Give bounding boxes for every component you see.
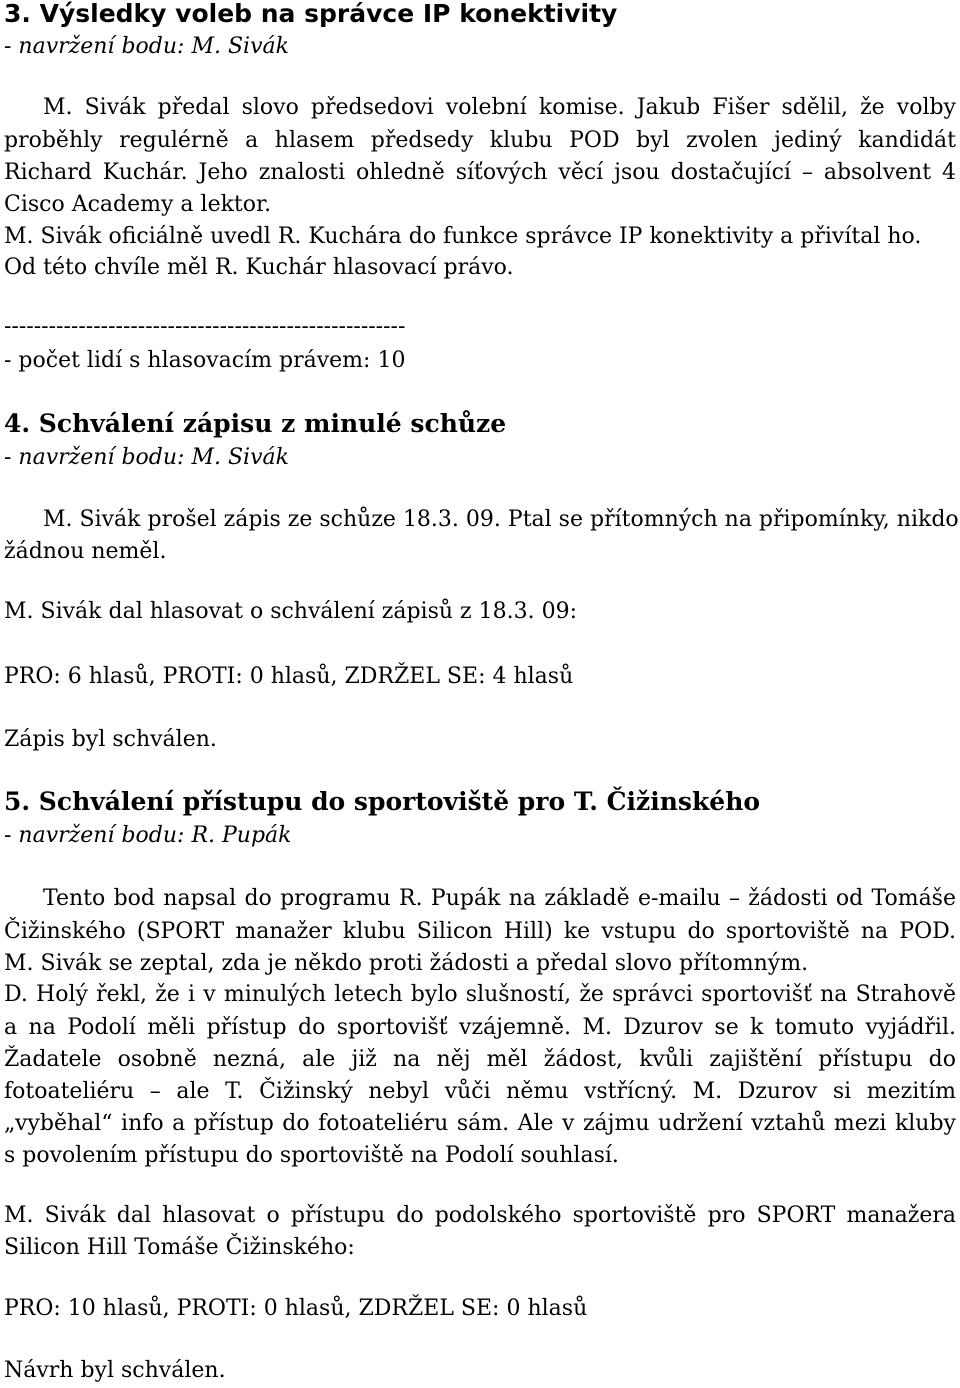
section-5-paragraph-line: Tento bod napsal do programu R. Pupák na základě e-mailu – žádosti od Tomáše (43, 886, 956, 911)
section-3-paragraph-line: Richard Kuchár. Jeho znalosti ohledně síťových věcí jsou dostačující – absolvent 4 (4, 160, 956, 185)
section-4-heading: 4. Schválení zápisu z minulé schůze (4, 409, 507, 438)
section-3-paragraph2-line: Od této chvíle měl R. Kuchár hlasovací právo. (4, 255, 514, 280)
section-5-paragraph-line: „vyběhal“ info a přístup do fotoateliéru sám. Ale v zájmu udržení vztahů mezi kluby (4, 1111, 956, 1136)
section-5-conclusion: Návrh byl schválen. (4, 1358, 226, 1383)
section-5-vote-request-line: M. Sivák dal hlasovat o přístupu do podolského sportoviště pro SPORT manažera (4, 1203, 956, 1228)
section-5-vote-result: PRO: 10 hlasů, PROTI: 0 hlasů, ZDRŽEL SE: 0 hlasů (4, 1296, 588, 1321)
section-4-paragraph-line: žádnou neměl. (4, 539, 167, 564)
voters-count: - počet lidí s hlasovacím právem: 10 (4, 348, 406, 373)
section-3-heading: 3. Výsledky voleb na správce IP konektivity (4, 0, 618, 28)
section-3-paragraph-line: Cisco Academy a lektor. (4, 192, 272, 217)
section-5-heading: 5. Schválení přístupu do sportoviště pro T. Čižinského (4, 787, 761, 816)
separator-line: ------------------------------------------------------ (4, 314, 406, 339)
section-5-paragraph-line: a na Podolí měli přístup do sportovišť vzájemně. M. Dzurov se k tomuto vyjádřil. (4, 1015, 956, 1040)
section-3-proposal: - navržení bodu: M. Sivák (4, 34, 289, 59)
section-3-paragraph-line: M. Sivák předal slovo předsedovi volební komise. Jakub Fišer sdělil, že volby (43, 95, 956, 120)
section-4-conclusion: Zápis byl schválen. (4, 727, 217, 752)
section-4-paragraph-line: M. Sivák prošel zápis ze schůze 18.3. 09. Ptal se přítomných na připomínky, nikdo (43, 507, 959, 532)
section-5-paragraph-line: D. Holý řekl, že i v minulých letech bylo slušností, že správci sportovišť na Strahově (4, 982, 956, 1007)
section-5-paragraph-line: M. Sivák se zeptal, zda je někdo proti žádosti a předal slovo přítomným. (4, 951, 809, 976)
section-5-paragraph-line: Žadatele osobně nezná, ale již na něj měl žádost, kvůli zajištění přístupu do (4, 1047, 956, 1072)
section-5-proposal: - navržení bodu: R. Pupák (4, 823, 292, 848)
section-5-paragraph-line: fotoateliéru – ale T. Čižinský nebyl vůči němu vstřícný. M. Dzurov si mezitím (4, 1079, 956, 1104)
section-5-paragraph-line: s povolením přístupu do sportoviště na Podolí souhlasí. (4, 1143, 619, 1168)
section-3-paragraph2-line: M. Sivák oficiálně uvedl R. Kuchára do funkce správce IP konektivity a přivítal ho. (4, 224, 922, 249)
section-5-vote-request-line: Silicon Hill Tomáše Čižinského: (4, 1235, 355, 1260)
section-4-vote-result: PRO: 6 hlasů, PROTI: 0 hlasů, ZDRŽEL SE: 4 hlasů (4, 664, 574, 689)
section-4-proposal: - navržení bodu: M. Sivák (4, 445, 289, 470)
section-4-vote-request: M. Sivák dal hlasovat o schválení zápisů z 18.3. 09: (4, 599, 578, 624)
section-3-paragraph-line: proběhly regulérně a hlasem předsedy klubu POD byl zvolen jediný kandidát (4, 128, 956, 153)
section-5-paragraph-line: Čižinského (SPORT manažer klubu Silicon Hill) ke vstupu do sportoviště na POD. (4, 919, 956, 944)
